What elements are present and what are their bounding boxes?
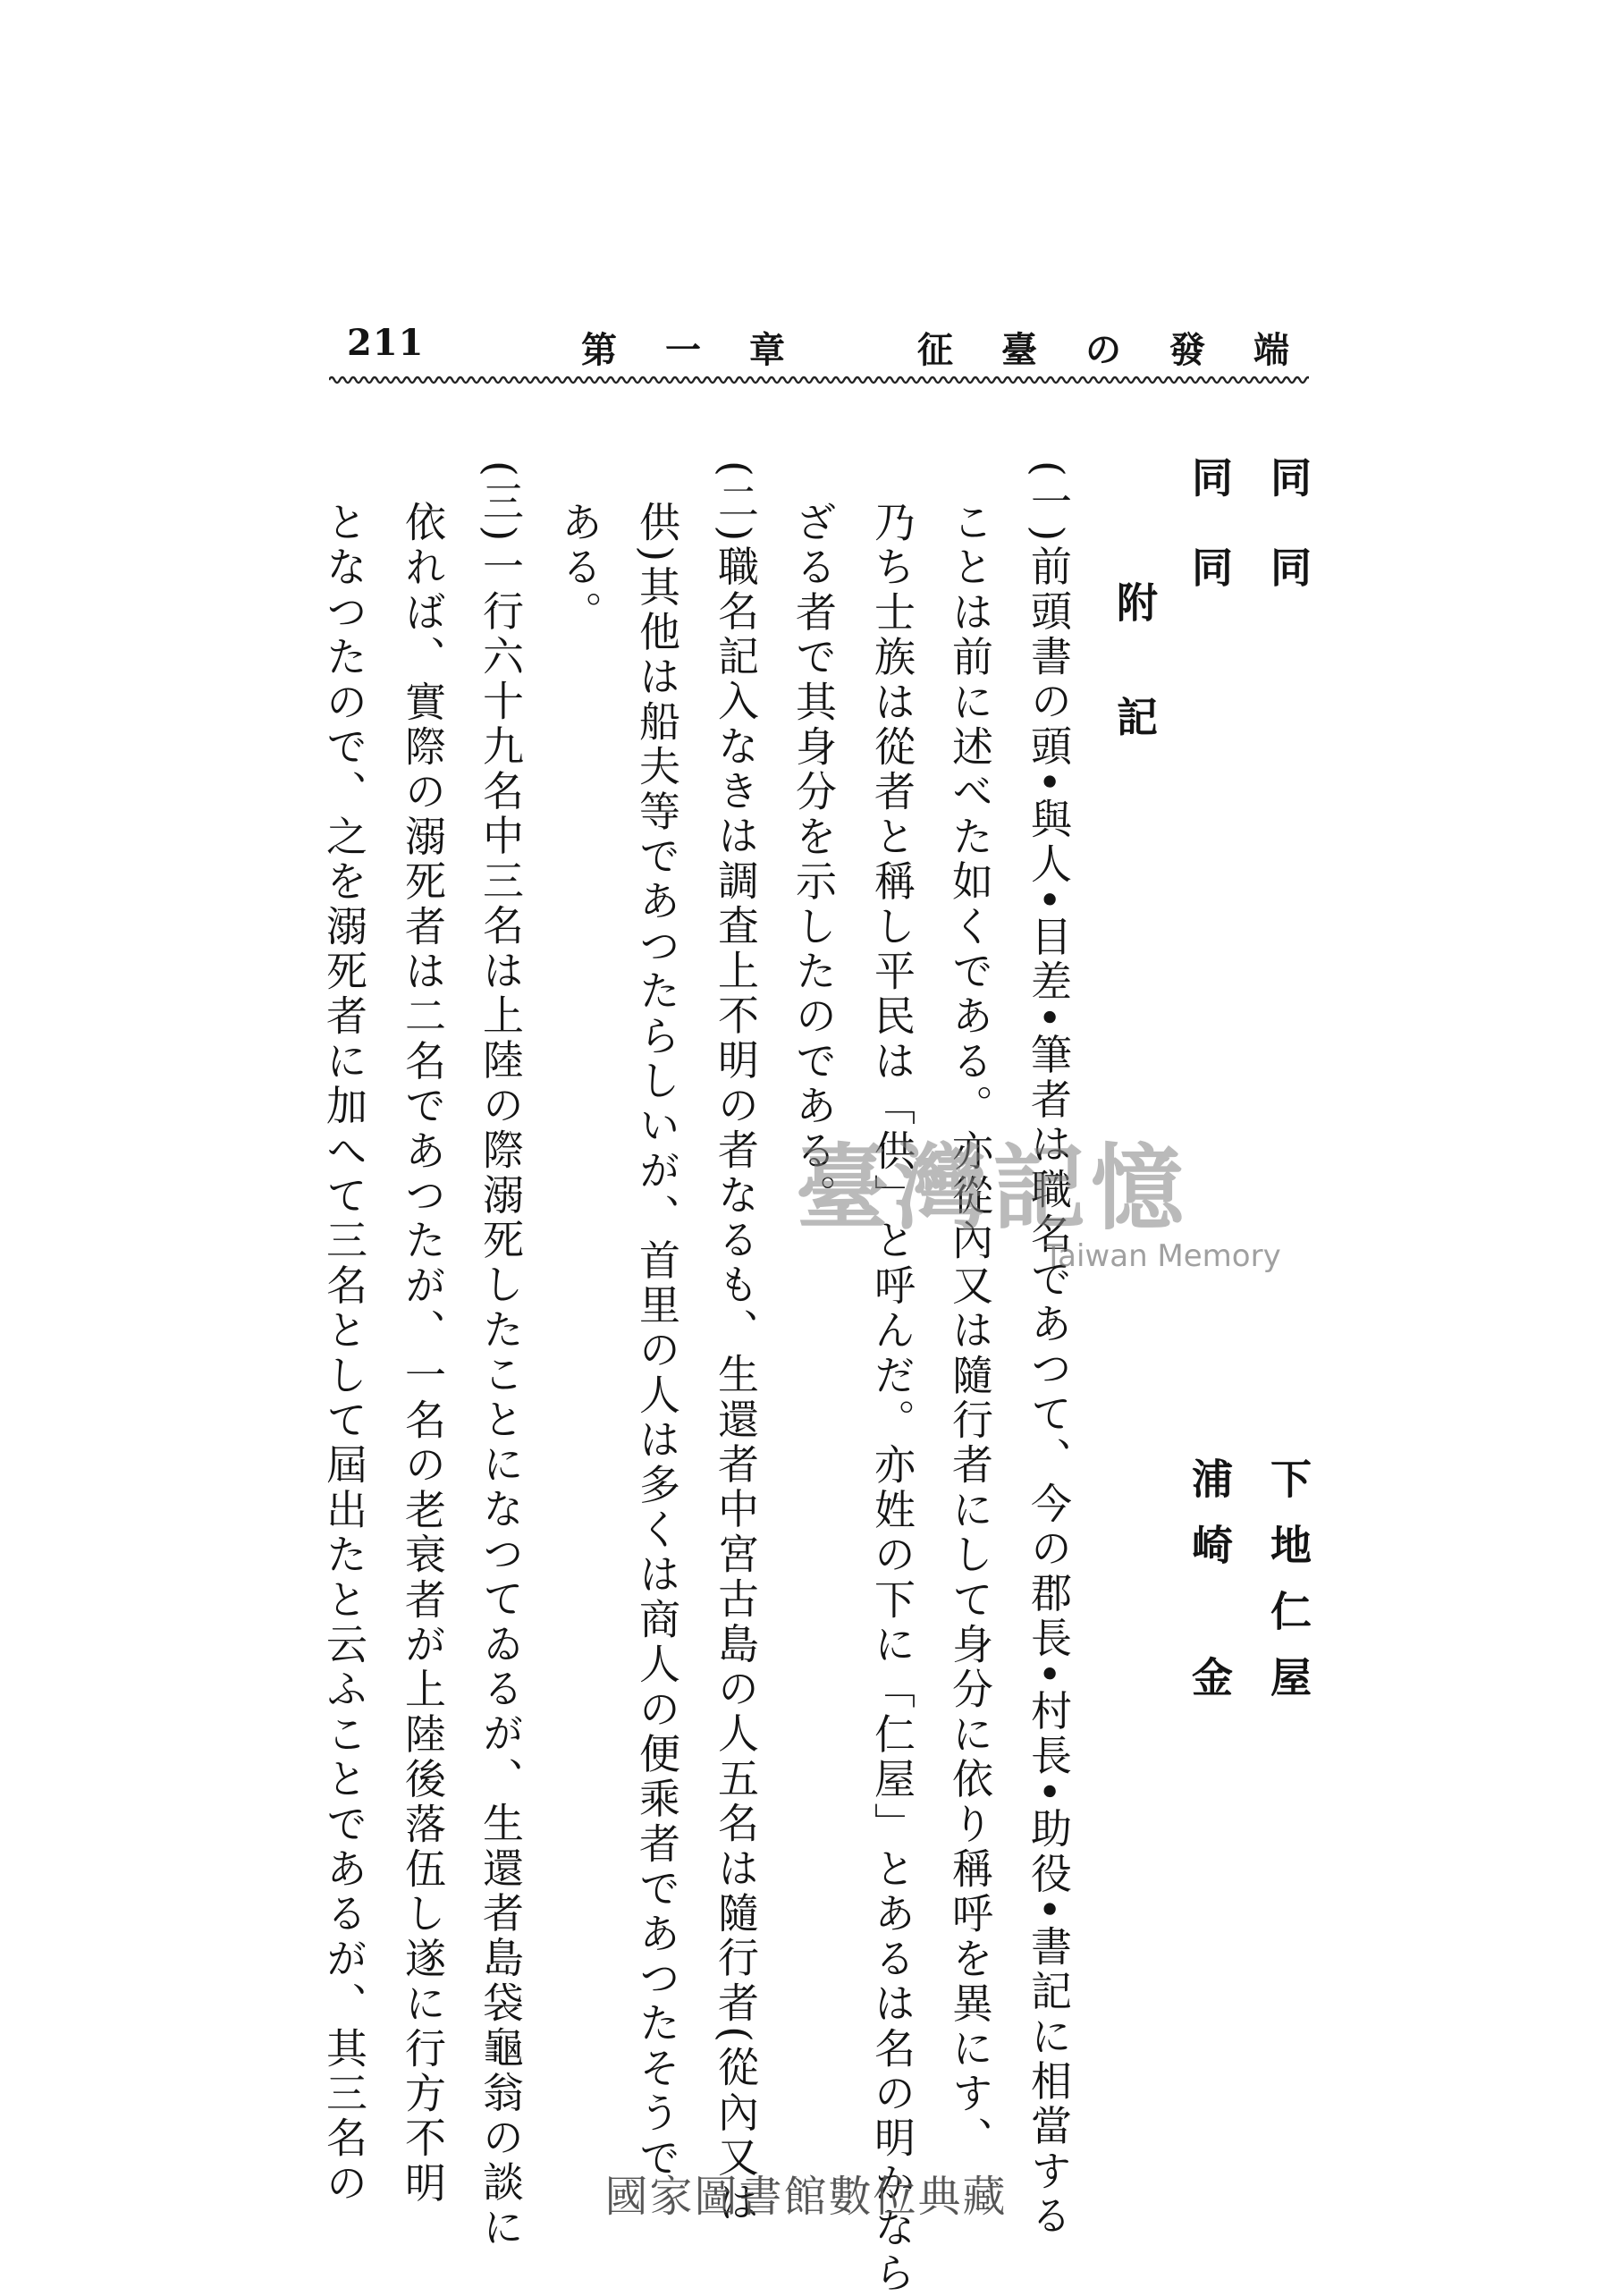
appendix-heading: 附 記: [1110, 581, 1159, 753]
roster-name-2: 浦崎 金: [1186, 1457, 1234, 1722]
watermark-main-text: 臺灣記憶: [796, 1133, 1190, 1243]
note3-line3: となつたので、之を溺死者に加へて三名として屆出たと云ふことであるが、其三名の: [320, 501, 368, 2207]
note2-line1: (二)職名記入なきは調査上不明の者なるも、生還者中宮古島の人五名は隨行者(從內又は: [712, 460, 760, 2226]
note1-line3: 乃ち士族は從者と稱し平民は「供」と呼んだ。亦姓の下に「仁屋」とあるは名の明かなら: [868, 501, 916, 2296]
page-number: 211: [347, 322, 425, 364]
roster-label-2: 同 同: [1186, 456, 1234, 591]
chapter-title: 第一章 征臺の發端: [581, 329, 1338, 371]
roster-name-1: 下地仁屋: [1264, 1457, 1312, 1722]
note2-line3: ある。: [555, 501, 603, 636]
roster-label-1: 同 同: [1264, 456, 1312, 591]
note1-line2: ことは前に述べた如くである。亦從內又は隨行者にして身分に依り稱呼を異にす、: [946, 501, 994, 2162]
note2-line2: 供)其他は船夫等であつたらしいが、首里の人は多くは商人の便乘者であつたそうで: [633, 501, 681, 2182]
note3-line2: 依れば、實際の溺死者は二名であつたが、一名の老衰者が上陸後落伍し遂に行方不明: [399, 501, 447, 2207]
running-header: [322, 322, 1338, 376]
note3-line1: (三)一行六十九名中三名は上陸の際溺死したことになつてゐるが、生還者島袋龜翁の談に: [477, 460, 525, 2251]
note1-line4: ざる者で其身分を示したのである。: [789, 501, 838, 1220]
header-wavy-rule: [329, 374, 1309, 386]
archive-footer: 國家圖書館數位典藏: [604, 2172, 1008, 2222]
watermark-sub-text: Taiwan Memory: [1044, 1238, 1281, 1274]
note1-line1: (一)前頭書の頭•與人•目差•筆者は職名であつて、今の郡長•村長•助役•書記に相當する: [1025, 460, 1073, 2240]
